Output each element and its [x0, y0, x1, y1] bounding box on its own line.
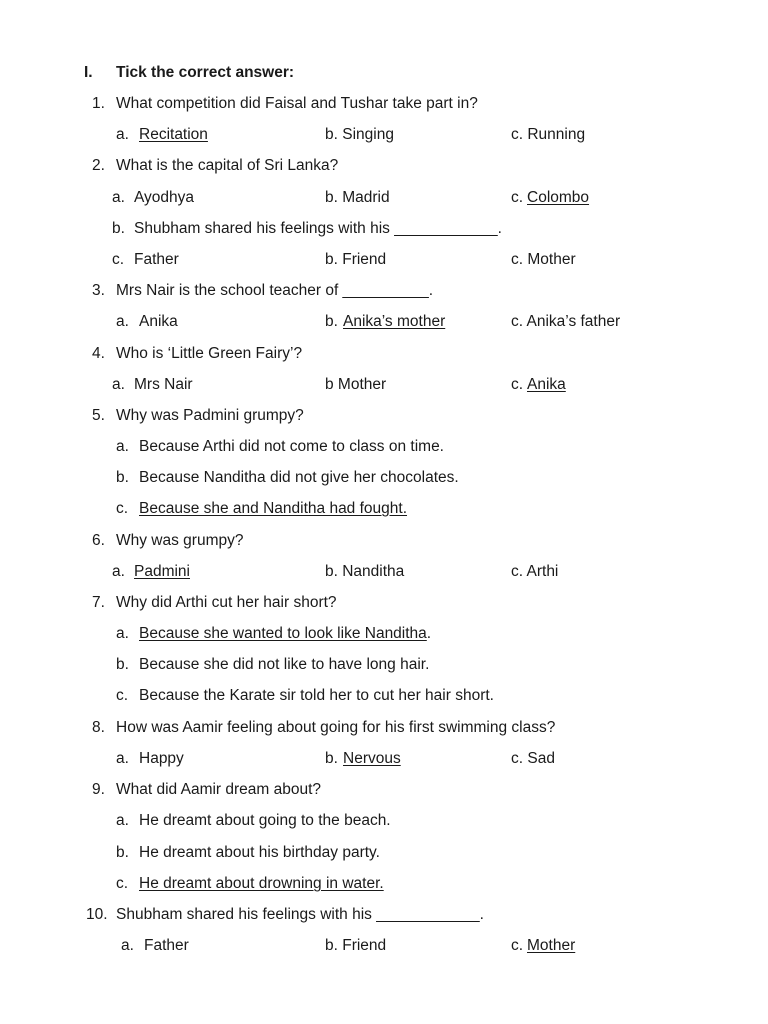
option-marker: c.: [511, 376, 524, 393]
question-7-option-c: [0, 684, 768, 708]
option-c: c. Arthi: [511, 563, 559, 580]
option-a: Ayodhya: [134, 189, 195, 206]
question-text: Why was grumpy?: [116, 532, 244, 549]
option-marker: a.: [116, 313, 129, 330]
option-c-answer: Mother: [527, 937, 576, 954]
question-2: [0, 154, 768, 178]
option-b-answer: Nervous: [343, 750, 401, 767]
option-marker: b.: [116, 469, 129, 486]
question-text: What did Aamir dream about?: [116, 781, 322, 798]
question-1: [0, 92, 768, 116]
question-text: Shubham shared his feelings with his ____________.: [116, 906, 484, 923]
option-marker: a.: [112, 376, 125, 393]
option-b: b. Singing: [325, 126, 394, 143]
question-5-option-a: [0, 435, 768, 459]
option-b: b. Friend: [325, 251, 387, 268]
question-text: Why was Padmini grumpy?: [116, 407, 304, 424]
question-9-option-a: [0, 809, 768, 833]
option-c: c. Mother: [511, 251, 576, 268]
question-5: [0, 404, 768, 428]
question-text: Mrs Nair is the school teacher of __________.: [116, 282, 434, 299]
option-c: Because the Karate sir told her to cut her hair short.: [139, 687, 494, 704]
question-8: [0, 716, 768, 740]
option-marker: a.: [116, 812, 129, 829]
option-marker: b.: [325, 313, 338, 330]
option-a-answer: Recitation: [139, 126, 208, 143]
option-a-answer: Padmini: [134, 563, 190, 580]
question-5-option-c: [0, 497, 768, 521]
option-c-answer: Anika: [527, 376, 566, 393]
question-number: 9.: [92, 781, 105, 798]
question-text: What is the capital of Sri Lanka?: [116, 157, 339, 174]
question-6-options: [0, 560, 768, 584]
question-number: 6.: [92, 532, 105, 549]
option-b: b. Friend: [325, 937, 387, 954]
option-a: Happy: [139, 750, 184, 767]
option-c-answer: He dreamt about drowning in water.: [139, 875, 384, 892]
question-number: 7.: [92, 594, 105, 611]
option-b: b. Nanditha: [325, 563, 405, 580]
question-number: 2.: [92, 157, 105, 174]
option-a-answer: Because she wanted to look like Nanditha: [139, 625, 427, 642]
option-b-answer: Anika’s mother: [343, 313, 446, 330]
option-a: Father: [144, 937, 189, 954]
option-c-answer: Because she and Nanditha had fought.: [139, 500, 408, 517]
option-a: Anika: [139, 313, 178, 330]
option-marker: a.: [112, 563, 125, 580]
option-marker: b.: [116, 844, 129, 861]
section-heading: [0, 61, 768, 85]
question-number: 1.: [92, 95, 105, 112]
question-4: [0, 342, 768, 366]
question-text: Shubham shared his feelings with his ____________.: [134, 220, 502, 237]
question-7: [0, 591, 768, 615]
option-marker: c.: [116, 500, 129, 517]
question-1-options: [0, 123, 768, 147]
question-7-option-a: [0, 622, 768, 646]
option-a: Because Arthi did not come to class on time.: [139, 438, 444, 455]
question-2-options: [0, 186, 768, 210]
question-7-option-b: [0, 653, 768, 677]
option-marker: c.: [511, 189, 524, 206]
question-number: 4.: [92, 345, 105, 362]
option-b: b Mother: [325, 376, 387, 393]
question-3-options: [0, 310, 768, 334]
question-4-options: [0, 373, 768, 397]
option-c: c. Running: [511, 126, 586, 143]
option-c: c. Anika’s father: [511, 313, 621, 330]
option-b: Because she did not like to have long hair.: [139, 656, 430, 673]
option-marker: c.: [116, 687, 129, 704]
option-a: Father: [134, 251, 179, 268]
question-8-options: [0, 747, 768, 771]
question-number: 3.: [92, 282, 105, 299]
option-marker: b.: [325, 750, 338, 767]
question-number: 8.: [92, 719, 105, 736]
option-marker: a.: [112, 189, 125, 206]
question-number: b.: [112, 220, 125, 237]
question-6: [0, 529, 768, 553]
question-number: 5.: [92, 407, 105, 424]
option-marker: a.: [121, 937, 134, 954]
question-number: 10.: [86, 906, 108, 923]
option-marker: b.: [116, 656, 129, 673]
question-extra: [0, 217, 768, 241]
option-marker: c.: [112, 251, 125, 268]
option-b: b. Madrid: [325, 189, 390, 206]
option-marker: a.: [116, 625, 129, 642]
option-a-period: .: [426, 625, 432, 642]
option-marker: c.: [511, 937, 524, 954]
option-marker: a.: [116, 126, 129, 143]
question-9-option-b: [0, 841, 768, 865]
question-10: [0, 903, 768, 927]
option-c-answer: Colombo: [527, 189, 590, 206]
option-marker: a.: [116, 438, 129, 455]
option-a-answer-wrap: [139, 622, 431, 646]
question-3: [0, 279, 768, 303]
option-a: He dreamt about going to the beach.: [139, 812, 391, 829]
section-title: Tick the correct answer:: [116, 64, 295, 81]
option-marker: a.: [116, 750, 129, 767]
question-extra-options: [0, 248, 768, 272]
question-9: [0, 778, 768, 802]
section-numeral: I.: [84, 64, 93, 81]
option-c: c. Sad: [511, 750, 555, 767]
question-text: What competition did Faisal and Tushar take part in?: [116, 95, 478, 112]
option-b: Because Nanditha did not give her chocolates.: [139, 469, 459, 486]
option-marker: c.: [116, 875, 129, 892]
question-text: How was Aamir feeling about going for his first swimming class?: [116, 719, 556, 736]
option-a: Mrs Nair: [134, 376, 193, 393]
question-9-option-c: [0, 872, 768, 896]
question-text: Why did Arthi cut her hair short?: [116, 594, 337, 611]
question-5-option-b: [0, 466, 768, 490]
question-10-options: [0, 934, 768, 958]
question-text: Who is ‘Little Green Fairy’?: [116, 345, 303, 362]
option-b: He dreamt about his birthday party.: [139, 844, 380, 861]
